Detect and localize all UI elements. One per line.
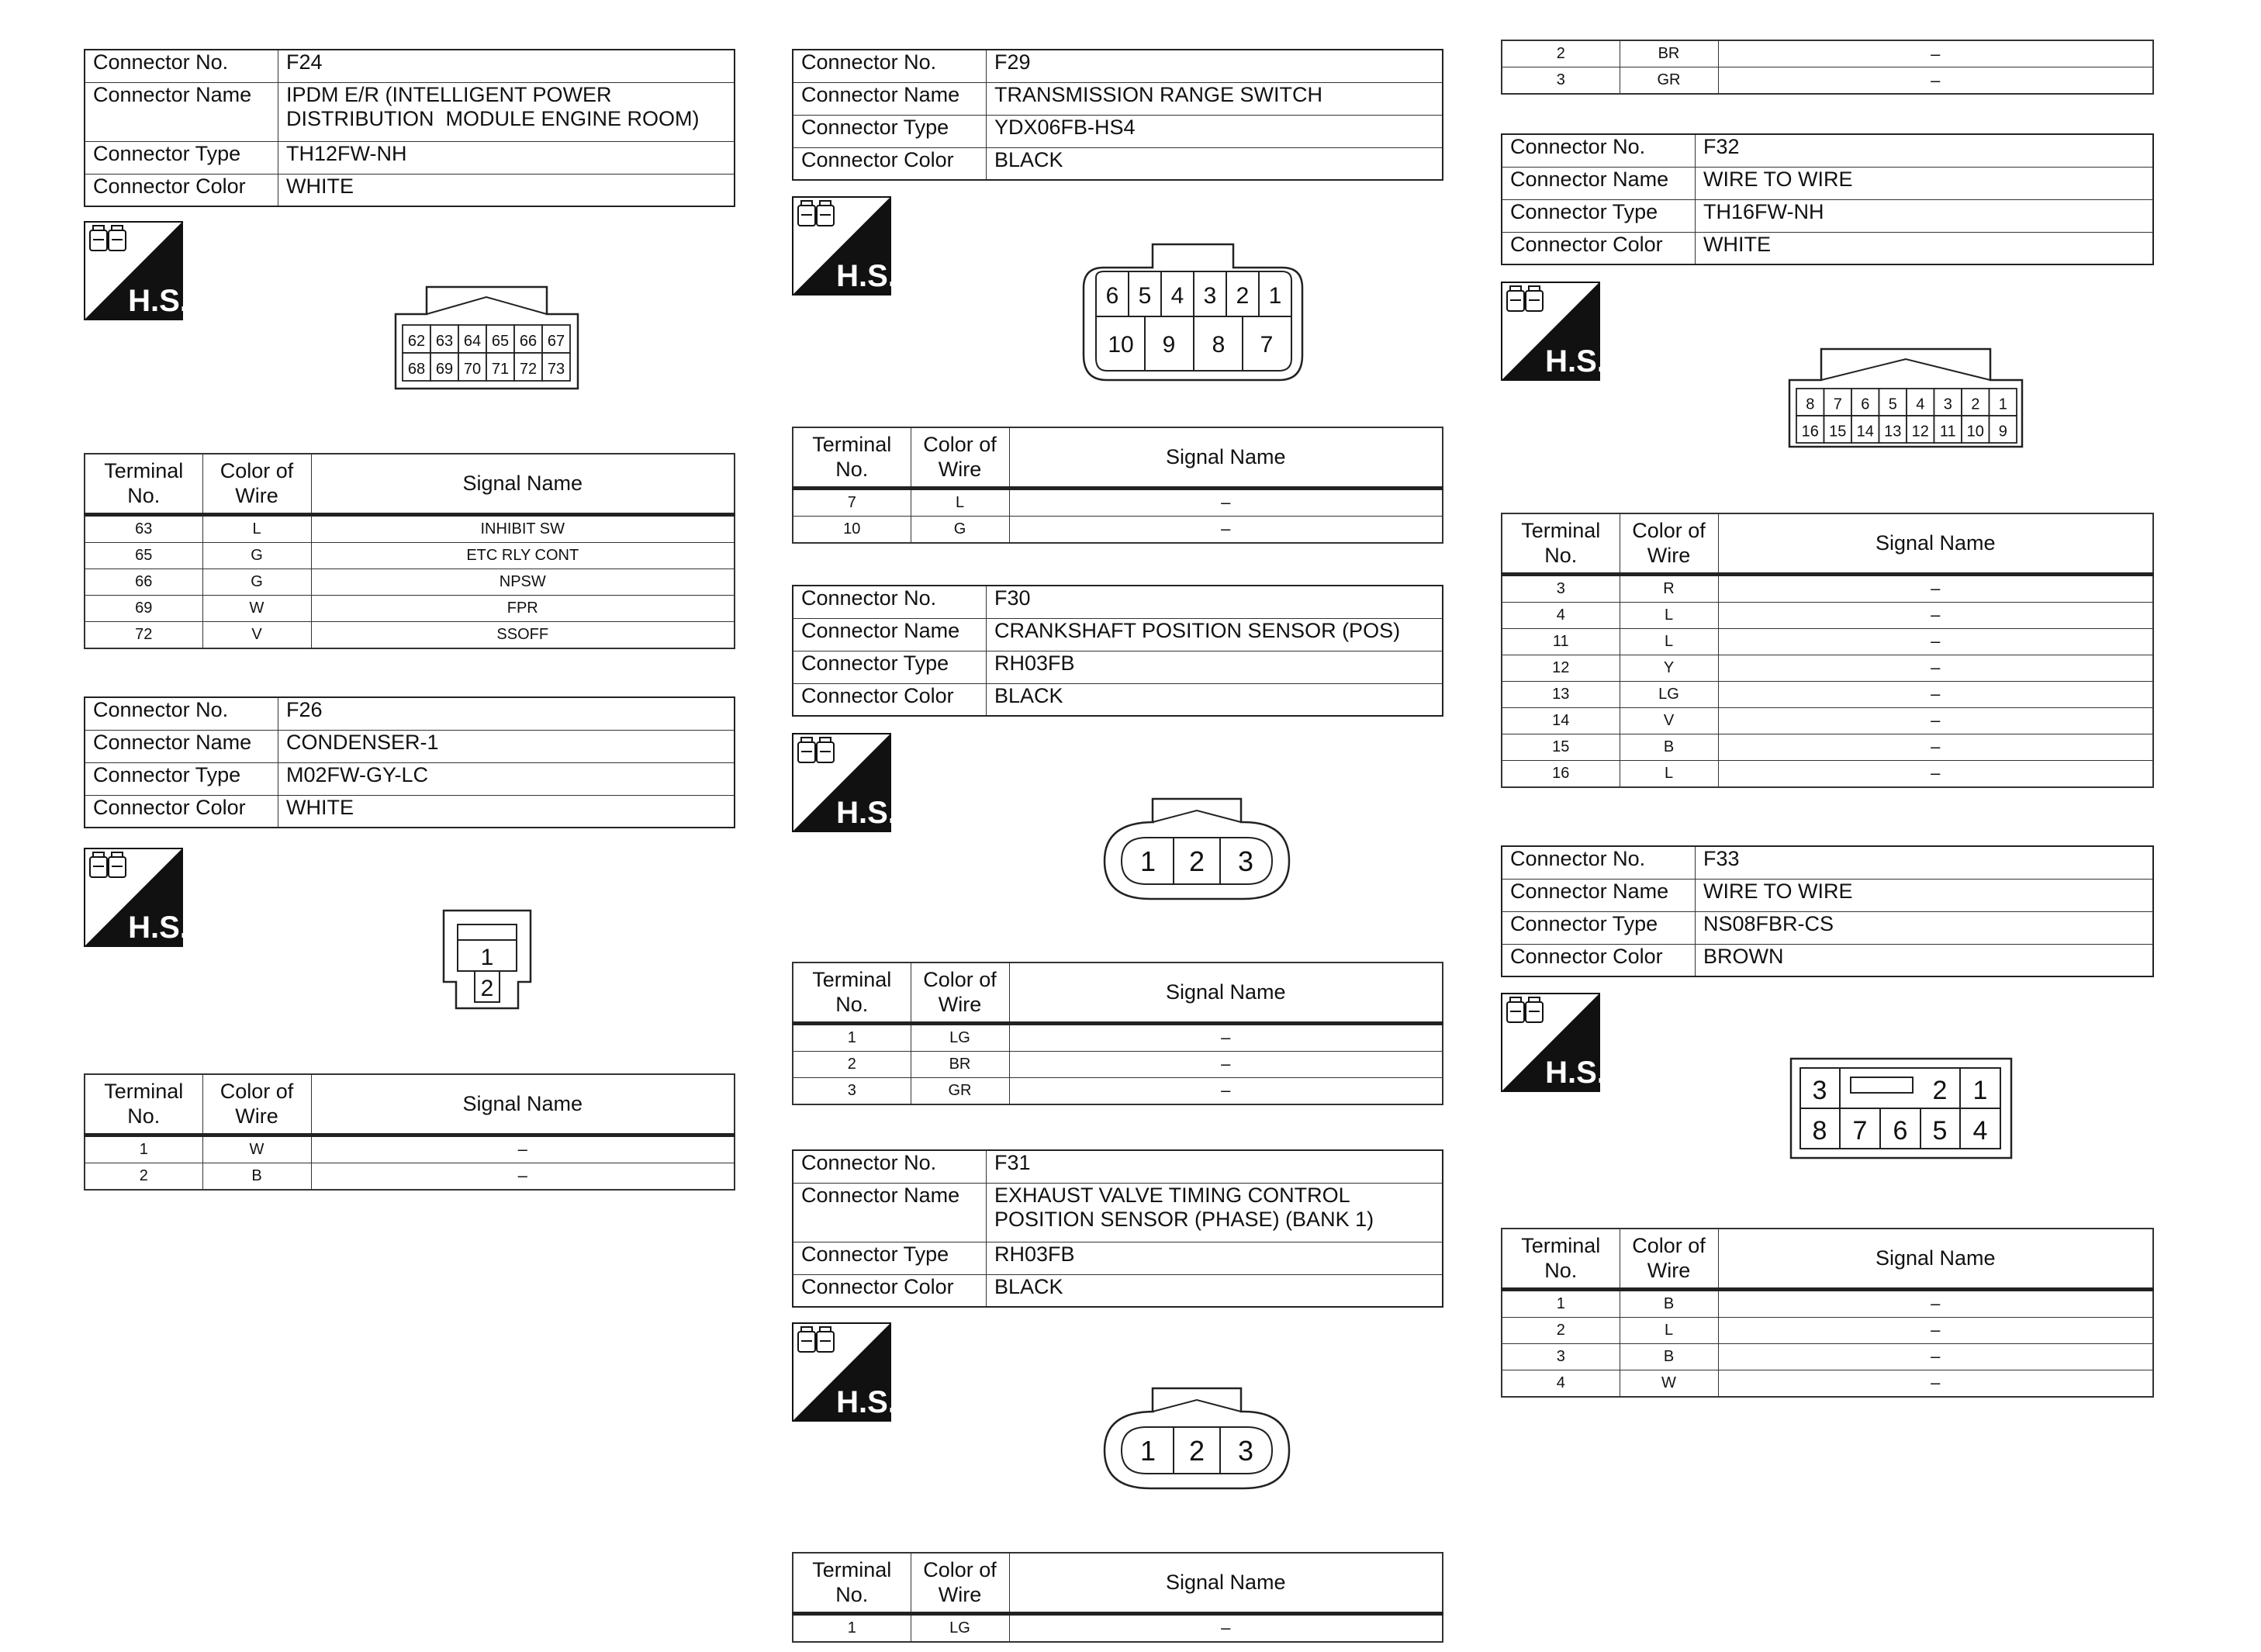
pin-label: 69 bbox=[435, 361, 454, 378]
header-terminal-no: Terminal No. bbox=[1502, 1229, 1620, 1289]
cell-terminal: 69 bbox=[85, 595, 202, 621]
harness-side-icon bbox=[792, 196, 891, 295]
table-row bbox=[85, 542, 735, 569]
table-row bbox=[85, 569, 735, 595]
cell-terminal: 11 bbox=[1502, 628, 1620, 655]
connector-type-value: RH03FB bbox=[987, 1242, 1443, 1274]
connector-no-value: F31 bbox=[987, 1150, 1443, 1183]
cell-wire: V bbox=[202, 621, 311, 648]
header-signal-name: Signal Name bbox=[311, 1074, 735, 1135]
hs-badge-label: H.S. bbox=[836, 796, 891, 830]
label-connector-no: Connector No. bbox=[793, 1150, 987, 1183]
connector-name-value: WIRE TO WIRE bbox=[1696, 167, 2154, 199]
cell-signal: INHIBIT SW bbox=[311, 514, 735, 542]
pin-label: 15 bbox=[1829, 423, 1847, 441]
cell-signal: ETC RLY CONT bbox=[311, 542, 735, 569]
pin-label: 8 bbox=[1212, 332, 1226, 358]
label-connector-no: Connector No. bbox=[793, 586, 987, 618]
pin-label: 5 bbox=[1138, 283, 1152, 309]
header-wire-color: Color of Wire bbox=[202, 1074, 311, 1135]
pin-label: 67 bbox=[547, 333, 565, 350]
pin-label: 3 bbox=[1812, 1076, 1827, 1105]
label-connector-type: Connector Type bbox=[85, 141, 278, 174]
table-row bbox=[1502, 628, 2153, 655]
header-signal-name: Signal Name bbox=[1009, 427, 1443, 488]
label-connector-no: Connector No. bbox=[85, 697, 278, 730]
header-signal-name: Signal Name bbox=[1718, 513, 2153, 574]
header-signal-name: Signal Name bbox=[1718, 1229, 2153, 1289]
table-row bbox=[85, 1163, 735, 1190]
cell-terminal: 66 bbox=[85, 569, 202, 595]
label-connector-type: Connector Type bbox=[1502, 911, 1696, 944]
table-row bbox=[793, 1613, 1443, 1642]
cell-signal: NPSW bbox=[311, 569, 735, 595]
pin-label: 5 bbox=[1932, 1116, 1948, 1146]
cell-wire: G bbox=[202, 542, 311, 569]
connector-type-value: YDX06FB-HS4 bbox=[987, 115, 1443, 147]
label-connector-name: Connector Name bbox=[793, 82, 987, 115]
pin-label: 7 bbox=[1260, 332, 1274, 358]
cell-terminal: 13 bbox=[1502, 681, 1620, 707]
pin-label: 7 bbox=[1852, 1116, 1868, 1146]
terminal-table-f33 bbox=[1501, 1228, 2154, 1398]
pin-label: 12 bbox=[1911, 423, 1929, 441]
cell-signal: – bbox=[1718, 40, 2153, 67]
hs-badge-f32 bbox=[1501, 282, 1600, 385]
cell-wire: R bbox=[1620, 574, 1718, 602]
connector-no-value: F33 bbox=[1696, 846, 2154, 879]
cell-signal: – bbox=[1718, 1317, 2153, 1343]
cell-terminal: 15 bbox=[1502, 734, 1620, 760]
connector-name-value: EXHAUST VALVE TIMING CONTROL POSITION SENSOR (PHASE) (BANK 1) bbox=[987, 1183, 1443, 1242]
cell-wire: B bbox=[1620, 734, 1718, 760]
label-connector-type: Connector Type bbox=[793, 115, 987, 147]
connector-info-f31 bbox=[792, 1149, 1443, 1308]
cell-terminal: 4 bbox=[1502, 1370, 1620, 1397]
pin-label: 1 bbox=[1268, 283, 1282, 309]
pin-label: 3 bbox=[1943, 396, 1952, 413]
cell-terminal: 65 bbox=[85, 542, 202, 569]
cell-signal: – bbox=[1718, 655, 2153, 681]
terminal-table-f24 bbox=[84, 453, 735, 649]
connector-color-value: BLACK bbox=[987, 1274, 1443, 1307]
pin-label: 1 bbox=[480, 945, 494, 970]
cell-terminal: 2 bbox=[85, 1163, 202, 1190]
label-connector-name: Connector Name bbox=[793, 1183, 987, 1242]
label-connector-no: Connector No. bbox=[793, 50, 987, 82]
pin-label: 16 bbox=[1801, 423, 1819, 441]
header-terminal-no: Terminal No. bbox=[793, 427, 911, 488]
hs-badge-f30 bbox=[792, 733, 891, 836]
table-row bbox=[1502, 681, 2153, 707]
cell-terminal: 72 bbox=[85, 621, 202, 648]
table-row bbox=[793, 1023, 1443, 1051]
pin-label: 63 bbox=[435, 333, 454, 350]
hs-badge-label: H.S. bbox=[1545, 344, 1600, 378]
harness-side-icon bbox=[84, 221, 183, 320]
connector-diagram-f32 bbox=[1786, 345, 2026, 450]
cell-signal: – bbox=[1009, 1613, 1443, 1642]
header-wire-color: Color of Wire bbox=[1620, 1229, 1718, 1289]
pin-label: 1 bbox=[1139, 845, 1156, 877]
cell-terminal: 3 bbox=[1502, 1343, 1620, 1370]
connector-name-value: CONDENSER-1 bbox=[278, 730, 735, 762]
terminal-table-f26 bbox=[84, 1073, 735, 1191]
cell-wire: GR bbox=[1620, 67, 1718, 95]
connector-diagram-f31 bbox=[1100, 1384, 1294, 1493]
harness-side-icon bbox=[792, 733, 891, 832]
connector-color-value: WHITE bbox=[278, 174, 735, 206]
pin-label: 9 bbox=[1162, 332, 1176, 358]
label-connector-no: Connector No. bbox=[1502, 846, 1696, 879]
harness-side-icon bbox=[84, 848, 183, 947]
cell-terminal: 1 bbox=[793, 1023, 911, 1051]
header-terminal-no: Terminal No. bbox=[85, 454, 202, 514]
connector-info-f29 bbox=[792, 49, 1443, 181]
cell-wire: G bbox=[911, 516, 1009, 543]
table-row bbox=[1502, 1370, 2153, 1397]
label-connector-name: Connector Name bbox=[1502, 167, 1696, 199]
connector-diagram-f26 bbox=[441, 907, 534, 1012]
cell-signal: – bbox=[1009, 1051, 1443, 1077]
connector-no-value: F30 bbox=[987, 586, 1443, 618]
cell-terminal: 3 bbox=[1502, 574, 1620, 602]
table-row bbox=[793, 488, 1443, 516]
terminal-table-f31 bbox=[792, 1552, 1443, 1643]
connector-type-value: M02FW-GY-LC bbox=[278, 762, 735, 795]
hs-badge-f24 bbox=[84, 221, 183, 324]
label-connector-no: Connector No. bbox=[85, 50, 278, 82]
cell-wire: W bbox=[202, 1135, 311, 1163]
label-connector-name: Connector Name bbox=[85, 730, 278, 762]
label-connector-color: Connector Color bbox=[793, 683, 987, 716]
pin-label: 8 bbox=[1806, 396, 1815, 413]
label-connector-type: Connector Type bbox=[793, 651, 987, 683]
header-signal-name: Signal Name bbox=[1009, 963, 1443, 1023]
table-row bbox=[793, 516, 1443, 543]
connector-name-value: CRANKSHAFT POSITION SENSOR (POS) bbox=[987, 618, 1443, 651]
connector-no-value: F29 bbox=[987, 50, 1443, 82]
table-row bbox=[1502, 1317, 2153, 1343]
pin-label: 10 bbox=[1966, 423, 1984, 441]
cell-signal: – bbox=[1718, 1370, 2153, 1397]
cell-signal: – bbox=[1718, 602, 2153, 628]
cell-terminal: 63 bbox=[85, 514, 202, 542]
hs-badge-label: H.S. bbox=[128, 284, 183, 318]
connector-diagram-f30 bbox=[1100, 795, 1294, 904]
label-connector-type: Connector Type bbox=[1502, 199, 1696, 232]
connector-type-value: RH03FB bbox=[987, 651, 1443, 683]
pin-label: 68 bbox=[407, 361, 426, 378]
hs-badge-label: H.S. bbox=[836, 259, 891, 293]
cell-terminal: 1 bbox=[793, 1613, 911, 1642]
cell-wire: B bbox=[1620, 1343, 1718, 1370]
cell-wire: LG bbox=[911, 1613, 1009, 1642]
table-row bbox=[85, 1135, 735, 1163]
cell-wire: L bbox=[1620, 602, 1718, 628]
label-connector-name: Connector Name bbox=[793, 618, 987, 651]
pin-label: 3 bbox=[1237, 1435, 1254, 1467]
label-connector-color: Connector Color bbox=[793, 1274, 987, 1307]
cell-signal: – bbox=[1718, 67, 2153, 95]
connector-no-value: F24 bbox=[278, 50, 735, 82]
header-wire-color: Color of Wire bbox=[911, 963, 1009, 1023]
cell-wire: L bbox=[911, 488, 1009, 516]
label-connector-color: Connector Color bbox=[793, 147, 987, 180]
cell-signal: – bbox=[1009, 516, 1443, 543]
cell-signal: – bbox=[1718, 574, 2153, 602]
label-connector-color: Connector Color bbox=[1502, 232, 1696, 264]
cell-wire: V bbox=[1620, 707, 1718, 734]
cell-signal: – bbox=[1718, 628, 2153, 655]
cell-terminal: 3 bbox=[793, 1077, 911, 1104]
cell-wire: B bbox=[202, 1163, 311, 1190]
hs-badge-label: H.S. bbox=[128, 911, 183, 945]
cell-signal: – bbox=[311, 1135, 735, 1163]
connector-type-value: NS08FBR-CS bbox=[1696, 911, 2154, 944]
label-connector-name: Connector Name bbox=[1502, 879, 1696, 911]
cell-signal: – bbox=[1718, 1343, 2153, 1370]
pin-label: 2 bbox=[1971, 396, 1980, 413]
table-row bbox=[85, 621, 735, 648]
pin-label: 11 bbox=[1939, 423, 1956, 441]
terminal-table-f30 bbox=[792, 962, 1443, 1105]
connector-no-value: F32 bbox=[1696, 134, 2154, 167]
pin-label: 2 bbox=[1236, 283, 1250, 309]
label-connector-type: Connector Type bbox=[85, 762, 278, 795]
connector-color-value: WHITE bbox=[278, 795, 735, 828]
header-wire-color: Color of Wire bbox=[911, 427, 1009, 488]
cell-terminal: 14 bbox=[1502, 707, 1620, 734]
cell-signal: – bbox=[1718, 760, 2153, 787]
harness-side-icon bbox=[1501, 993, 1600, 1092]
pin-label: 64 bbox=[463, 333, 482, 350]
label-connector-color: Connector Color bbox=[85, 174, 278, 206]
pin-label: 6 bbox=[1861, 396, 1870, 413]
connector-info-f30 bbox=[792, 585, 1443, 717]
label-connector-type: Connector Type bbox=[793, 1242, 987, 1274]
hs-badge-f29 bbox=[792, 196, 891, 299]
connector-color-value: BLACK bbox=[987, 147, 1443, 180]
pin-label: 9 bbox=[1998, 423, 2007, 441]
pin-label: 1 bbox=[1972, 1076, 1988, 1105]
connector-info-f26 bbox=[84, 696, 735, 828]
table-row bbox=[1502, 707, 2153, 734]
table-row bbox=[85, 514, 735, 542]
cell-wire: L bbox=[1620, 628, 1718, 655]
connector-info-f33 bbox=[1501, 845, 2154, 977]
cell-signal: – bbox=[1718, 707, 2153, 734]
cell-terminal: 7 bbox=[793, 488, 911, 516]
connector-diagram-f33 bbox=[1789, 1056, 2014, 1161]
connector-name-value: TRANSMISSION RANGE SWITCH bbox=[987, 82, 1443, 115]
header-terminal-no: Terminal No. bbox=[1502, 513, 1620, 574]
cell-terminal: 2 bbox=[1502, 1317, 1620, 1343]
pin-label: 3 bbox=[1237, 845, 1254, 877]
pin-label: 1 bbox=[1998, 396, 2007, 413]
pin-label: 66 bbox=[519, 333, 538, 350]
pin-label: 2 bbox=[1932, 1076, 1948, 1105]
cell-wire: GR bbox=[911, 1077, 1009, 1104]
connector-diagram-f24 bbox=[392, 283, 582, 392]
connector-info-f24 bbox=[84, 49, 735, 207]
terminal-table-f29 bbox=[792, 427, 1443, 544]
cell-wire: LG bbox=[911, 1023, 1009, 1051]
table-row bbox=[1502, 1343, 2153, 1370]
cell-wire: L bbox=[202, 514, 311, 542]
table-row bbox=[1502, 574, 2153, 602]
pin-label: 6 bbox=[1893, 1116, 1908, 1146]
cell-terminal: 3 bbox=[1502, 67, 1620, 95]
cell-wire: B bbox=[1620, 1289, 1718, 1317]
pin-label: 2 bbox=[1188, 1435, 1205, 1467]
cell-signal: – bbox=[1718, 734, 2153, 760]
cell-wire: BR bbox=[911, 1051, 1009, 1077]
pin-label: 10 bbox=[1108, 332, 1134, 358]
connector-color-value: BROWN bbox=[1696, 944, 2154, 976]
pin-label: 7 bbox=[1833, 396, 1842, 413]
cell-signal: SSOFF bbox=[311, 621, 735, 648]
cell-signal: – bbox=[311, 1163, 735, 1190]
pin-label: 2 bbox=[480, 976, 494, 1001]
connector-name-value: IPDM E/R (INTELLIGENT POWER DISTRIBUTION MODULE ENGINE ROOM) bbox=[278, 82, 735, 141]
cell-wire: Y bbox=[1620, 655, 1718, 681]
connector-color-value: WHITE bbox=[1696, 232, 2154, 264]
table-row bbox=[1502, 760, 2153, 787]
cell-signal: – bbox=[1009, 1023, 1443, 1051]
cell-wire: L bbox=[1620, 760, 1718, 787]
cell-terminal: 4 bbox=[1502, 602, 1620, 628]
pin-label: 4 bbox=[1916, 396, 1925, 413]
pin-label: 65 bbox=[491, 333, 510, 350]
connector-color-value: BLACK bbox=[987, 683, 1443, 716]
hs-badge-f26 bbox=[84, 848, 183, 951]
connector-info-f32 bbox=[1501, 133, 2154, 265]
label-connector-no: Connector No. bbox=[1502, 134, 1696, 167]
connector-no-value: F26 bbox=[278, 697, 735, 730]
cell-terminal: 2 bbox=[793, 1051, 911, 1077]
cell-wire: W bbox=[1620, 1370, 1718, 1397]
cell-signal: – bbox=[1718, 1289, 2153, 1317]
cell-terminal: 16 bbox=[1502, 760, 1620, 787]
table-row bbox=[1502, 734, 2153, 760]
table-row bbox=[793, 1051, 1443, 1077]
pin-label: 70 bbox=[463, 361, 482, 378]
cell-signal: – bbox=[1718, 681, 2153, 707]
cell-wire: BR bbox=[1620, 40, 1718, 67]
cell-terminal: 1 bbox=[1502, 1289, 1620, 1317]
pin-label: 73 bbox=[547, 361, 565, 378]
cell-signal: FPR bbox=[311, 595, 735, 621]
harness-side-icon bbox=[1501, 282, 1600, 381]
label-connector-color: Connector Color bbox=[1502, 944, 1696, 976]
pin-label: 4 bbox=[1170, 283, 1184, 309]
cell-wire: W bbox=[202, 595, 311, 621]
hs-badge-label: H.S. bbox=[836, 1385, 891, 1419]
hs-badge-f31 bbox=[792, 1322, 891, 1426]
header-signal-name: Signal Name bbox=[1009, 1553, 1443, 1613]
pin-label: 62 bbox=[407, 333, 426, 350]
pin-label: 14 bbox=[1856, 423, 1874, 441]
pin-label: 72 bbox=[519, 361, 538, 378]
cell-terminal: 1 bbox=[85, 1135, 202, 1163]
header-terminal-no: Terminal No. bbox=[793, 963, 911, 1023]
pin-label: 1 bbox=[1139, 1435, 1156, 1467]
hs-badge-label: H.S. bbox=[1545, 1056, 1600, 1090]
hs-badge-f33 bbox=[1501, 993, 1600, 1096]
connector-type-value: TH12FW-NH bbox=[278, 141, 735, 174]
table-row bbox=[1502, 1289, 2153, 1317]
table-row bbox=[1502, 602, 2153, 628]
terminal-table-f31-continued bbox=[1501, 40, 2154, 95]
table-row bbox=[1502, 655, 2153, 681]
harness-side-icon bbox=[792, 1322, 891, 1422]
cell-terminal: 2 bbox=[1502, 40, 1620, 67]
cell-signal: – bbox=[1009, 1077, 1443, 1104]
cell-wire: L bbox=[1620, 1317, 1718, 1343]
label-connector-name: Connector Name bbox=[85, 82, 278, 141]
pin-label: 13 bbox=[1884, 423, 1902, 441]
terminal-table-f32 bbox=[1501, 513, 2154, 788]
table-row bbox=[1502, 40, 2153, 67]
header-wire-color: Color of Wire bbox=[911, 1553, 1009, 1613]
pin-label: 71 bbox=[491, 361, 510, 378]
header-wire-color: Color of Wire bbox=[202, 454, 311, 514]
connector-type-value: TH16FW-NH bbox=[1696, 199, 2154, 232]
header-wire-color: Color of Wire bbox=[1620, 513, 1718, 574]
label-connector-color: Connector Color bbox=[85, 795, 278, 828]
cell-terminal: 12 bbox=[1502, 655, 1620, 681]
cell-terminal: 10 bbox=[793, 516, 911, 543]
pin-label: 3 bbox=[1203, 283, 1217, 309]
table-row bbox=[793, 1077, 1443, 1104]
cell-signal: – bbox=[1009, 488, 1443, 516]
pin-label: 8 bbox=[1812, 1116, 1827, 1146]
header-signal-name: Signal Name bbox=[311, 454, 735, 514]
pin-label: 5 bbox=[1888, 396, 1897, 413]
pin-label: 2 bbox=[1188, 845, 1205, 877]
header-terminal-no: Terminal No. bbox=[85, 1074, 202, 1135]
cell-wire: LG bbox=[1620, 681, 1718, 707]
header-terminal-no: Terminal No. bbox=[793, 1553, 911, 1613]
pin-label: 4 bbox=[1972, 1116, 1988, 1146]
connector-diagram-f29 bbox=[1080, 240, 1305, 384]
table-row bbox=[1502, 67, 2153, 95]
cell-wire: G bbox=[202, 569, 311, 595]
pin-label: 6 bbox=[1105, 283, 1119, 309]
table-row bbox=[85, 595, 735, 621]
connector-name-value: WIRE TO WIRE bbox=[1696, 879, 2154, 911]
